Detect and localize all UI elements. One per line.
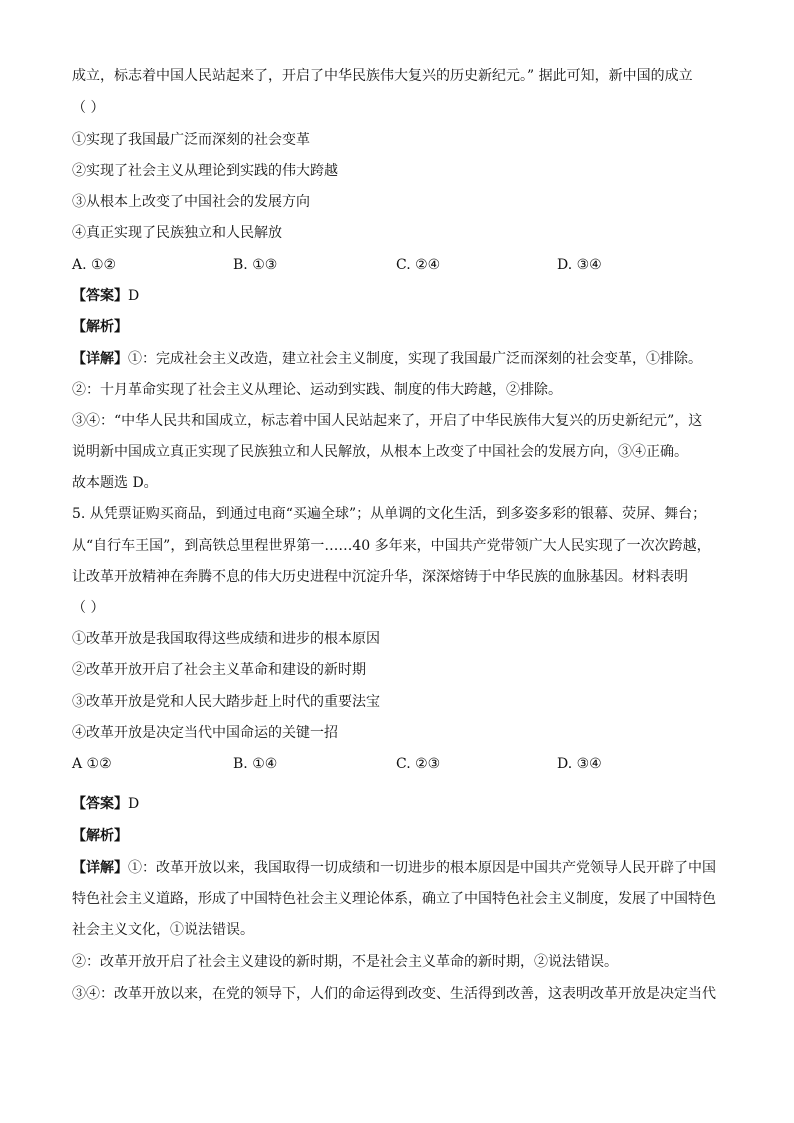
q4-option-c: C. ②④	[396, 257, 441, 273]
detail-tag: 【详解】	[72, 860, 128, 876]
q5-option-d: D. ③④	[557, 756, 602, 772]
q5-detail-line: ③④：改革开放以来，在党的领导下，人们的命运得到改变、生活得到改善，这表明改革开放是决定当代	[72, 986, 716, 1002]
q4-detail-line	[72, 349, 702, 369]
q5-answer-blank: （ ）	[72, 600, 105, 616]
q5-stem-line: 让改革开放精神在奔腾不息的伟大历史进程中沉淀升华，深深熔铸于中华民族的血脉基因。材料表明	[72, 569, 688, 585]
q5-item-4: ④改革开放是决定当代中国命运的关键一招	[72, 725, 338, 741]
q4-option-d: D. ③④	[557, 257, 602, 273]
q5-detail-line: 特色社会主义道路，形成了中国特色社会主义理论体系，确立了中国特色社会主义制度，发展了中国特色	[72, 891, 716, 907]
q4-detail-line: ②：十月革命实现了社会主义从理论、运动到实践、制度的伟大跨越，②排除。	[72, 382, 562, 398]
q4-analysis-tag: 【解析】	[72, 319, 128, 335]
q4-answer-blank: （ ）	[72, 100, 105, 116]
q4-detail-line: 说明新中国成立真正实现了民族独立和人民解放，从根本上改变了中国社会的发展方向，③④正确。	[72, 444, 688, 460]
q5-detail-line: 社会主义文化，①说法错误。	[72, 922, 254, 938]
q5-item-2: ②改革开放开启了社会主义革命和建设的新时期	[72, 662, 366, 678]
answer-tag: 【答案】	[72, 288, 128, 304]
answer-tag: 【答案】	[72, 796, 128, 812]
q4-item-4: ④真正实现了民族独立和人民解放	[72, 225, 282, 241]
q5-analysis-tag: 【解析】	[72, 828, 128, 844]
detail-text: ①：改革开放以来，我国取得一切成绩和一切进步的根本原因是中国共产党领导人民开辟了中国	[128, 860, 716, 876]
answer-value: D	[128, 796, 140, 812]
detail-text: ①：完成社会主义改造，建立社会主义制度，实现了我国最广泛而深刻的社会变革，①排除。	[128, 351, 702, 367]
q5-item-1: ①改革开放是我国取得这些成绩和进步的根本原因	[72, 631, 380, 647]
q4-conclusion: 故本题选 D。	[72, 475, 158, 491]
q4-stem-line: 成立，标志着中国人民站起来了，开启了中华民族伟大复兴的历史新纪元。” 据此可知，新中国的成立	[72, 68, 693, 84]
q4-detail-line: ③④：“中华人民共和国成立，标志着中国人民站起来了，开启了中华民族伟大复兴的历史新纪元”，这	[72, 413, 703, 429]
q4-item-3: ③从根本上改变了中国社会的发展方向	[72, 194, 310, 210]
q4-item-1: ①实现了我国最广泛而深刻的社会变革	[72, 132, 310, 148]
q5-option-c: C. ②③	[396, 756, 441, 772]
q5-item-3: ③改革开放是党和人民大踏步赶上时代的重要法宝	[72, 694, 380, 710]
q4-answer	[72, 286, 139, 306]
q5-stem-line: 5. 从凭票证购买商品，到通过电商“买遍全球”；从单调的文化生活，到多姿多彩的银幕、荧屏、舞台；	[72, 506, 707, 522]
q5-detail-line	[72, 858, 716, 878]
q5-detail-line: ②：改革开放开启了社会主义建设的新时期，不是社会主义革命的新时期，②说法错误。	[72, 954, 618, 970]
q4-item-2: ②实现了社会主义从理论到实践的伟大跨越	[72, 163, 338, 179]
answer-value: D	[128, 288, 140, 304]
q5-stem-line: 从“自行车王国”，到高铁总里程世界第一……40 多年来，中国共产党带领广大人民实现了一次次跨越，	[72, 538, 711, 554]
detail-tag: 【详解】	[72, 351, 128, 367]
q4-option-b: B. ①③	[233, 257, 278, 273]
q5-option-a: A ①②	[72, 756, 112, 772]
q5-option-b: B. ①④	[233, 756, 278, 772]
q5-answer	[72, 794, 139, 814]
q4-option-a: A. ①②	[72, 257, 117, 273]
